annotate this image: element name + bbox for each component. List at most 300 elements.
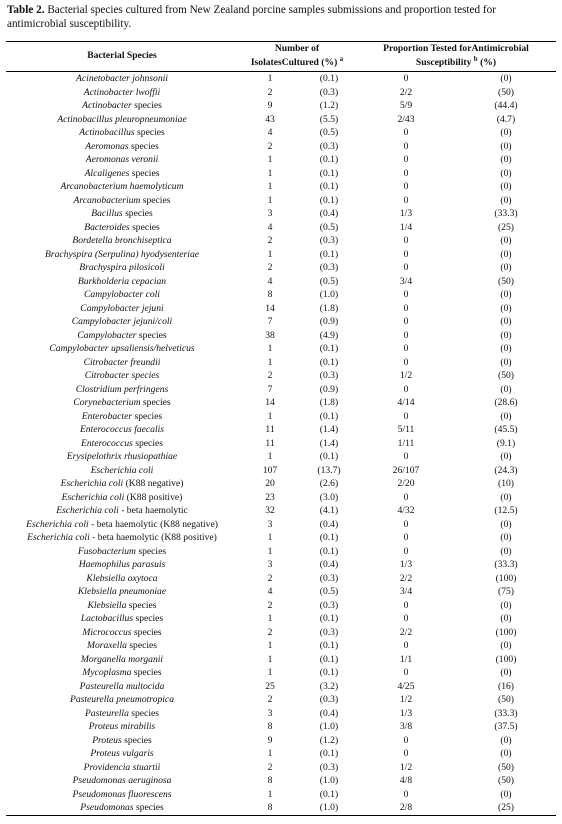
table-row (6, 410, 556, 424)
species-name: Morganella morganii (80, 653, 164, 665)
tested-percent-cell: (10) (498, 478, 514, 490)
tested-percent-cell: (0) (500, 154, 512, 166)
isolates-percent-cell: (0.1) (319, 532, 339, 544)
species-name: Moraxella (86, 640, 127, 652)
species-qualifier: species (121, 734, 152, 746)
isolates-count-cell: 1 (267, 748, 273, 760)
species-name: Enterobacter (81, 410, 133, 422)
isolates-percent-cell: (0.9) (319, 316, 339, 328)
tested-proportion-cell: 4/25 (397, 680, 415, 692)
tested-percent-cell: (12.5) (494, 505, 518, 517)
isolates-count-cell: 2 (267, 761, 273, 773)
isolates-percent-cell: (1.8) (319, 397, 339, 409)
tested-proportion-cell: 2/20 (397, 478, 415, 490)
isolates-percent-cell: (3.2) (319, 680, 339, 692)
isolates-percent-cell: (13.7) (317, 464, 341, 476)
isolates-count-cell: 8 (267, 289, 273, 301)
tested-percent-cell: (28.6) (494, 397, 518, 409)
isolates-count-cell: 14 (265, 397, 275, 409)
header-prop-line1: Proportion Tested forAntimicrobial (383, 43, 529, 54)
isolates-percent-cell: (0.3) (319, 262, 339, 274)
species-name: Escherichia coli (61, 491, 125, 503)
tested-percent-cell: (0) (500, 194, 512, 206)
isolates-percent-cell: (0.1) (319, 181, 339, 193)
species-cell (6, 761, 238, 775)
species-cell (6, 477, 238, 491)
isolates-count-cell: 7 (267, 316, 273, 328)
species-cell (6, 342, 238, 356)
table-row (6, 693, 556, 707)
species-name: Pseudomonas aeruginosa (72, 775, 172, 787)
species-cell (6, 288, 238, 302)
table-row (6, 383, 556, 397)
species-name: Campylobacter jejuni/coli (71, 316, 173, 328)
isolates-percent-cell: (0.3) (319, 140, 339, 152)
tested-percent-cell: (0) (500, 73, 512, 85)
tested-proportion-cell: 0 (403, 289, 409, 301)
isolates-percent-cell: (0.9) (319, 383, 339, 395)
species-name: Micrococcus (82, 626, 132, 638)
species-name: Actinobacter lwoffii (83, 86, 161, 98)
isolates-count-cell: 25 (265, 680, 275, 692)
species-cell (6, 707, 238, 721)
table-row (6, 680, 556, 694)
isolates-count-cell: 3 (267, 559, 273, 571)
isolates-percent-cell: (1.2) (319, 734, 339, 746)
isolates-percent-cell: (0.1) (319, 248, 339, 260)
isolates-count-cell: 11 (265, 424, 275, 436)
tested-percent-cell: (0) (500, 451, 512, 463)
species-name: Bordetella bronchiseptica (72, 235, 172, 247)
tested-proportion-cell: 0 (403, 316, 409, 328)
tested-percent-cell: (44.4) (494, 100, 518, 112)
species-qualifier: species (133, 802, 164, 814)
species-cell (6, 194, 238, 208)
isolates-count-cell: 38 (265, 329, 275, 341)
isolates-count-cell: 2 (267, 140, 273, 152)
caption-text: Bacterial species cultured from New Zealand porcine samples submissions and proportion tested for antimicrobial susceptibility. (7, 4, 496, 30)
species-cell (6, 396, 238, 410)
tested-percent-cell: (0) (500, 167, 512, 179)
species-name: Mycoplasma (82, 667, 132, 679)
tested-percent-cell: (0) (500, 262, 512, 274)
header-number-line1: Number of (274, 43, 320, 54)
species-name: Pasteurella pneumotropica (69, 694, 174, 706)
species-cell (6, 612, 238, 626)
table-row (6, 585, 556, 599)
species-cell (6, 113, 238, 127)
species-cell (6, 86, 238, 100)
species-cell (6, 221, 238, 235)
header-prop-line2: Susceptibility (415, 57, 472, 69)
species-qualifier: species (126, 599, 157, 611)
tested-percent-cell: (0) (500, 748, 512, 760)
species-cell (6, 275, 238, 289)
tested-proportion-cell: 2/8 (356, 801, 456, 815)
species-qualifier: - beta haemolytic (K88 negative) (88, 518, 218, 530)
species-name: Escherichia coli (27, 532, 90, 544)
tested-percent-cell: (0) (500, 599, 512, 611)
tested-proportion-cell: 0 (403, 140, 409, 152)
tested-percent-cell: (0) (500, 181, 512, 193)
species-name: Alcaligenes (84, 167, 130, 179)
tested-percent-cell: (50) (498, 370, 514, 382)
species-name: Aeromonas veronii (85, 154, 159, 166)
species-cell (6, 801, 238, 815)
tested-proportion-cell: 0 (403, 667, 409, 679)
tested-proportion-cell: 2/2 (399, 626, 413, 638)
tested-proportion-cell: 0 (403, 788, 409, 800)
species-cell (6, 572, 238, 586)
table-row (6, 477, 556, 491)
isolates-percent-cell: (4.9) (319, 329, 339, 341)
isolates-count-cell: 1 (267, 545, 273, 557)
table-row (6, 747, 556, 761)
species-qualifier: (K88 positive) (124, 491, 183, 503)
tested-percent-cell: (24.3) (494, 464, 518, 476)
tested-proportion-cell: 0 (403, 545, 409, 557)
species-name: Brachyspira (Serpulina) hyodysenteriae (45, 248, 199, 260)
species-cell (6, 558, 238, 572)
species-qualifier: species (129, 167, 160, 179)
species-name: Corynebacterium (73, 397, 141, 409)
tested-proportion-cell: 2/43 (397, 113, 415, 125)
species-name: Bacillus (91, 208, 123, 220)
table-row (6, 774, 556, 788)
species-qualifier: species (126, 640, 158, 652)
tested-percent-cell: (100) (495, 626, 517, 638)
isolates-count-cell: 1 (267, 194, 273, 206)
species-cell (6, 383, 238, 397)
tested-percent-cell: (33.3) (494, 559, 518, 571)
species-cell (6, 356, 238, 370)
header-number-line2: IsolatesCultured (%) (250, 57, 338, 69)
species-name: Arcanobacterium (73, 194, 141, 206)
isolates-percent-cell: (0.1) (319, 410, 339, 422)
table-row (6, 761, 556, 775)
isolates-count-cell: 1 (267, 248, 273, 260)
tested-percent-cell: (4.7) (496, 113, 516, 125)
tested-percent-cell: (0) (500, 343, 512, 355)
tested-proportion-cell: 0 (403, 194, 409, 206)
isolates-count-cell: 1 (267, 653, 273, 665)
tested-percent-cell: (9.1) (496, 437, 516, 449)
species-qualifier: species (131, 100, 162, 112)
species-name: Pseudomonas fluorescens (72, 788, 172, 800)
tested-percent-cell: (0) (500, 734, 512, 746)
table-row (6, 531, 556, 545)
tested-proportion-cell: 0 (403, 235, 409, 247)
table-row (6, 356, 556, 370)
table-row (6, 72, 556, 86)
isolates-count-cell: 2 (267, 626, 273, 638)
isolates-percent-cell: (1.4) (319, 437, 339, 449)
isolates-count-cell: 1 (267, 167, 273, 179)
table-row (6, 221, 556, 235)
tested-proportion-cell: 0 (403, 451, 409, 463)
isolates-percent-cell: (2.6) (319, 478, 339, 490)
species-cell (6, 531, 238, 545)
isolates-count-cell: 1 (267, 410, 273, 422)
table-row (6, 423, 556, 437)
tested-percent-cell: (0) (500, 410, 512, 422)
bacterial-species-table (6, 41, 556, 816)
table-row (6, 734, 556, 748)
species-name: Proteus mirabilis (88, 721, 156, 733)
isolates-count-cell: 1 (267, 343, 273, 355)
table-row (6, 234, 556, 248)
tested-proportion-cell: 0 (403, 343, 409, 355)
tested-proportion-cell: 0 (403, 640, 409, 652)
table-row (6, 518, 556, 532)
isolates-percent-cell: (0.1) (319, 154, 339, 166)
tested-percent-cell: (50) (498, 694, 514, 706)
species-qualifier: species (140, 397, 171, 409)
tested-percent-cell: (0) (500, 667, 512, 679)
tested-proportion-cell: 1/1 (399, 653, 413, 665)
table-row (6, 302, 556, 316)
table-row (6, 801, 556, 815)
species-cell (6, 599, 238, 613)
species-name: Campylobacter jejuni (80, 302, 164, 314)
tested-proportion-cell: 0 (403, 181, 409, 193)
tested-proportion-cell: 26/107 (392, 464, 420, 476)
species-cell (6, 261, 238, 275)
tested-proportion-cell: 4/8 (399, 775, 413, 787)
isolates-count-cell: 4 (267, 221, 273, 233)
table-row (6, 558, 556, 572)
species-name: Escherichia coli (90, 464, 154, 476)
species-cell (6, 504, 238, 518)
tested-proportion-cell: 1/3 (399, 208, 413, 220)
isolates-count-cell: 1 (267, 73, 273, 85)
tested-proportion-cell: 0 (403, 248, 409, 260)
isolates-percent-cell: (0.4) (319, 707, 339, 719)
isolates-count-cell: 1 (267, 154, 273, 166)
species-cell (6, 329, 238, 343)
isolates-percent-cell: (0.5) (319, 275, 339, 287)
tested-percent-cell: (100) (495, 653, 517, 665)
tested-percent-cell: (25) (456, 801, 556, 815)
table-row (6, 437, 556, 451)
table-row (6, 639, 556, 653)
species-name: Arcanobacterium haemolyticum (60, 181, 184, 193)
species-name: Escherichia coli (26, 518, 89, 530)
isolates-percent-cell: (0.1) (319, 653, 339, 665)
tested-proportion-cell: 4/32 (397, 505, 415, 517)
isolates-count-cell: 14 (265, 302, 275, 314)
species-qualifier: species (132, 437, 163, 449)
isolates-percent-cell: (0.1) (319, 451, 339, 463)
isolates-count-cell: 8 (267, 721, 273, 733)
species-qualifier: species (131, 626, 162, 638)
isolates-count-cell: 2 (267, 694, 273, 706)
species-qualifier: - beta haemolytic (K88 positive) (89, 532, 217, 544)
table-row (6, 653, 556, 667)
table-row (6, 342, 556, 356)
tested-proportion-cell: 0 (403, 748, 409, 760)
species-cell (6, 774, 238, 788)
isolates-count-cell: 2 (267, 599, 273, 611)
isolates-count-cell: 1 (267, 788, 273, 800)
species-name: Pasteurella multocida (79, 680, 165, 692)
isolates-percent-cell: (0.5) (319, 586, 339, 598)
isolates-count-cell: 32 (265, 505, 275, 517)
tested-proportion-cell: 0 (403, 154, 409, 166)
tested-percent-cell: (16) (498, 680, 514, 692)
species-name: Proteus (92, 734, 122, 746)
species-cell (6, 140, 238, 154)
table-row (6, 275, 556, 289)
species-cell (6, 626, 238, 640)
species-cell (6, 180, 238, 194)
header-prop-tail: (%) (480, 57, 497, 69)
tested-proportion-cell: 0 (403, 302, 409, 314)
species-qualifier: (K88 negative) (123, 478, 184, 490)
tested-proportion-cell: 0 (403, 262, 409, 274)
table-row (6, 464, 556, 478)
tested-percent-cell: (50) (498, 275, 514, 287)
species-cell (6, 734, 238, 748)
isolates-count-cell: 23 (265, 491, 275, 503)
isolates-count-cell: 2 (267, 235, 273, 247)
species-name: Escherichia coli (60, 478, 124, 490)
isolates-percent-cell: (0.1) (319, 167, 339, 179)
tested-proportion-cell: 0 (403, 599, 409, 611)
table-row (6, 99, 556, 113)
species-name: Enterococcus (81, 437, 133, 449)
isolates-percent-cell: (0.4) (319, 518, 339, 530)
isolates-percent-cell: (0.1) (319, 194, 339, 206)
species-name: Klebsiella pneumoniae (77, 586, 167, 598)
tested-percent-cell: (0) (500, 356, 512, 368)
table-row (6, 261, 556, 275)
table-row (6, 666, 556, 680)
isolates-percent-cell: (1.0) (319, 775, 339, 787)
isolates-count-cell: 3 (267, 208, 273, 220)
tested-proportion-cell: 3/8 (399, 721, 413, 733)
species-qualifier: species (131, 667, 162, 679)
table-caption (7, 3, 555, 31)
tested-percent-cell: (0) (500, 329, 512, 341)
species-cell (6, 99, 238, 113)
isolates-percent-cell: (0.1) (319, 545, 339, 557)
tested-proportion-cell: 0 (403, 613, 409, 625)
isolates-count-cell: 20 (265, 478, 275, 490)
tested-percent-cell: (0) (500, 302, 512, 314)
isolates-count-cell: 9 (267, 100, 273, 112)
species-qualifier: species (132, 410, 163, 422)
table-row (6, 626, 556, 640)
tested-proportion-cell: 1/2 (399, 370, 413, 382)
tested-proportion-cell: 0 (403, 73, 409, 85)
table-row (6, 720, 556, 734)
species-cell (6, 639, 238, 653)
table-row (6, 369, 556, 383)
isolates-percent-cell: (0.1) (319, 343, 339, 355)
tested-proportion-cell: 1/3 (399, 707, 413, 719)
species-qualifier: species (136, 329, 167, 341)
species-name: Citrobacter species (84, 370, 160, 382)
species-name: Clostridium perfringens (75, 383, 169, 395)
species-name: Bacteroides (84, 221, 130, 233)
species-name: Erysipelothrix rhusiopathiae (66, 451, 178, 463)
species-qualifier: species (128, 707, 159, 719)
tested-proportion-cell: 0 (403, 329, 409, 341)
tested-percent-cell: (0) (500, 127, 512, 139)
tested-proportion-cell: 0 (403, 356, 409, 368)
species-cell (6, 369, 238, 383)
tested-percent-cell: (0) (500, 491, 512, 503)
isolates-percent-cell: (0.1) (319, 788, 339, 800)
isolates-count-cell: 1 (267, 613, 273, 625)
species-cell (6, 72, 238, 86)
table-row (6, 572, 556, 586)
isolates-count-cell: 43 (265, 113, 275, 125)
header-number-isolates (238, 42, 356, 72)
table-row (6, 140, 556, 154)
tested-proportion-cell: 1/3 (399, 559, 413, 571)
isolates-count-cell: 4 (267, 586, 273, 598)
species-name: Burkholderia cepacian (77, 275, 167, 287)
species-cell (6, 585, 238, 599)
table-body (6, 72, 556, 816)
tested-proportion-cell: 0 (403, 383, 409, 395)
table-row (6, 126, 556, 140)
species-cell (6, 788, 238, 802)
isolates-percent-cell: (0.3) (319, 235, 339, 247)
species-cell (6, 464, 238, 478)
tested-percent-cell: (37.5) (494, 721, 518, 733)
isolates-count-cell: 4 (267, 275, 273, 287)
tested-proportion-cell: 1/4 (399, 221, 413, 233)
species-name: Fusobacterium (77, 545, 136, 557)
species-cell (6, 207, 238, 221)
table-row (6, 329, 556, 343)
isolates-count-cell: 8 (238, 801, 302, 815)
tested-proportion-cell: 3/4 (399, 275, 413, 287)
table-row (6, 599, 556, 613)
isolates-percent-cell: (0.3) (319, 370, 339, 382)
isolates-percent-cell: (0.1) (319, 73, 339, 85)
species-name: Enterococcus faecalis (79, 424, 165, 436)
isolates-percent-cell: (1.0) (302, 801, 356, 815)
species-cell (6, 248, 238, 262)
species-name: Actinobacter (82, 100, 132, 112)
header-species: Bacterial Species (87, 50, 157, 62)
isolates-percent-cell: (0.1) (319, 640, 339, 652)
header-prop-footnote: b (473, 55, 478, 63)
tested-proportion-cell: 0 (403, 491, 409, 503)
isolates-count-cell: 1 (267, 640, 273, 652)
isolates-percent-cell: (0.3) (319, 626, 339, 638)
tested-percent-cell: (33.3) (494, 208, 518, 220)
tested-percent-cell: (0) (500, 248, 512, 260)
isolates-percent-cell: (5.5) (319, 113, 339, 125)
tested-percent-cell: (0) (500, 788, 512, 800)
tested-proportion-cell: 2/2 (399, 572, 413, 584)
isolates-percent-cell: (1.0) (319, 289, 339, 301)
species-name: Pseudomonas (80, 802, 134, 814)
species-qualifier: - beta haemolytic (118, 505, 188, 517)
species-qualifier: species (128, 140, 159, 152)
tested-proportion-cell: 0 (403, 518, 409, 530)
table-row (6, 612, 556, 626)
tested-percent-cell: (25) (498, 221, 514, 233)
species-cell (6, 153, 238, 167)
species-name: Acinetobacter johnsonii (76, 73, 168, 85)
species-name: Aeromonas (85, 140, 129, 152)
